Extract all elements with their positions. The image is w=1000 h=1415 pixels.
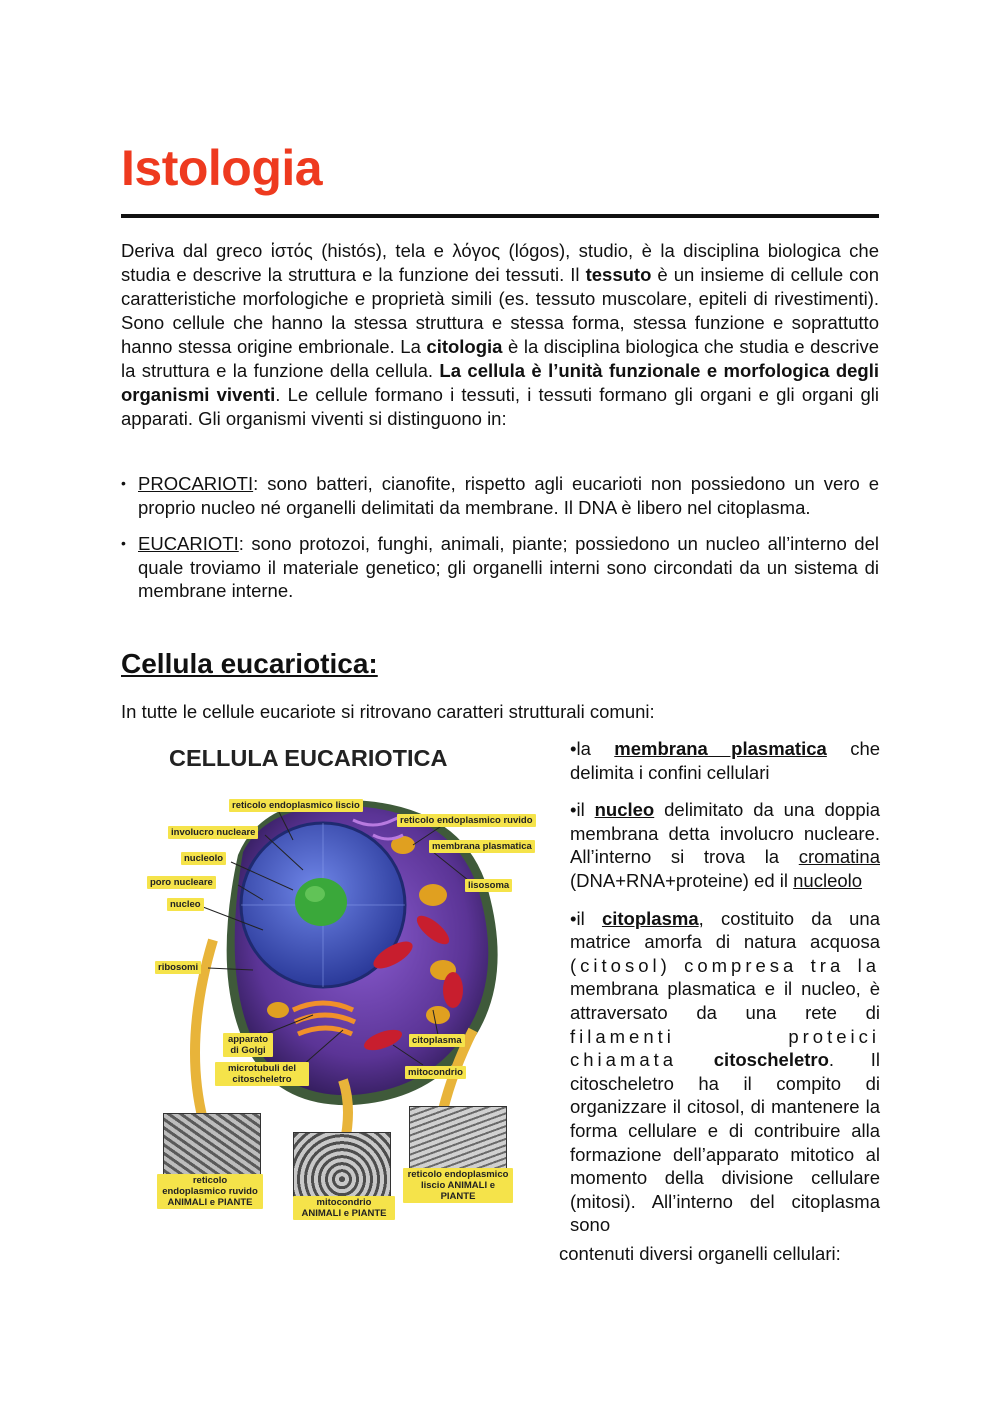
cell-components-list xyxy=(570,737,880,1251)
component-text-spread: filamenti proteici chiamata xyxy=(570,1025,880,1071)
label-micro-rel: reticolo endoplasmico liscio ANIMALI e PIANTE xyxy=(403,1168,513,1203)
component-membrana xyxy=(570,737,880,784)
term-citologia: citologia xyxy=(426,336,503,357)
label-micro-mitocondrio: mitocondrio ANIMALI e PIANTE xyxy=(293,1196,395,1220)
figure-title: CELLULA EUCARIOTICA xyxy=(169,745,448,771)
intro-text-2: è un insieme di cellule con caratteristiche morfologiche e proprietà simili (es. tessuto muscolare, epiteli di rivestimenti). Sono cellule che hanno la stessa struttura e stessa forma, stessa funzione e soprattutto hanno stessa origine embrionale. La xyxy=(121,264,879,357)
bullet: • xyxy=(121,535,126,551)
label-mitocondrio: mitocondrio xyxy=(405,1066,466,1079)
component-citoplasma xyxy=(570,907,880,1237)
label-poro: poro nucleare xyxy=(147,876,216,889)
eucarioti-text: : sono protozoi, funghi, animali, piante; possiedono un nucleo all’interno del quale troviamo il materiale genetico; gli organelli interni sono circondati da un sistema di membrane interne. xyxy=(138,533,879,601)
label-involucro: involucro nucleare xyxy=(168,826,258,839)
tail-line: contenuti diversi organelli cellulari: xyxy=(559,1243,841,1264)
procarioti-text: : sono batteri, cianofite, rispetto agli eucarioti non possiedono un vero e proprio nucleo né organelli delimitati da membrane. Il DNA è libero nel citoplasma. xyxy=(138,473,879,518)
label-lisosoma: lisosoma xyxy=(465,879,512,892)
list-item-eucarioti xyxy=(121,532,879,603)
component-text: , costituito da una matrice amorfa di natura acquosa xyxy=(570,907,880,953)
component-text: membrana plasmatica e il nucleo, è attraversato da una rete di xyxy=(570,978,880,1023)
component-prefix: •la xyxy=(570,738,615,759)
section-heading: Cellula eucariotica: xyxy=(121,648,378,679)
component-text: che delimita i confini cellulari xyxy=(570,738,881,783)
intro-text-4: . Le cellule formano i tessuti, i tessuti formano gli organi e gli organi gli apparati. Gli organismi viventi si distinguono in: xyxy=(121,384,880,429)
label-nucleolo: nucleolo xyxy=(181,852,226,865)
component-nucleo xyxy=(570,798,880,892)
term-citoscheletro: citoscheletro xyxy=(713,1049,829,1071)
label-citoplasma: citoplasma xyxy=(409,1034,465,1047)
organism-types-list xyxy=(121,472,879,616)
component-prefix: •il xyxy=(570,799,595,821)
label-membrana: membrana plasmatica xyxy=(429,840,535,853)
term-eucarioti: EUCARIOTI xyxy=(138,533,239,554)
term-tessuto: tessuto xyxy=(585,264,652,285)
term-nucleolo: nucleolo xyxy=(793,869,863,891)
intro-text-1: Deriva dal greco ἱστός (histós), tela e λόγος (lógos), studio, è la disciplina biologica che studia e descrive la struttura e la funzione dei tessuti. Il xyxy=(121,240,879,285)
term-cromatina: cromatina xyxy=(798,846,880,868)
list-item-procarioti xyxy=(121,472,879,519)
bullet: • xyxy=(121,475,126,491)
component-text: delimitato da una doppia membrana detta involucro nucleare. All’interno si trova la xyxy=(570,799,881,868)
title-divider xyxy=(121,214,879,218)
section-intro: In tutte le cellule eucariote si ritrovano caratteri strutturali comuni: xyxy=(121,701,655,722)
term-nucleo: nucleo xyxy=(594,799,655,821)
label-rel: reticolo endoplasmico liscio xyxy=(229,799,363,812)
component-prefix: •il xyxy=(570,907,602,929)
label-golgi: apparato di Golgi xyxy=(223,1033,273,1057)
intro-text-3: è la disciplina biologica che studia e descrive la struttura e la funzione della cellula. xyxy=(121,336,879,381)
component-text: . Il citoscheletro ha il compito di organizzare il citosol, di mantenere la forma cellulare e di contribuire alla formazione dell’apparato mitotico al momento della divisione cellulare (mitosi). All’interno del citoplasma sono xyxy=(570,1049,880,1236)
label-micro-rer: reticolo endoplasmico ruvido ANIMALI e PIANTE xyxy=(157,1174,263,1209)
page-title: Istologia xyxy=(121,140,323,196)
term-membrana-plasmatica: membrana plasmatica xyxy=(614,738,827,759)
label-rer: reticolo endoplasmico ruvido xyxy=(397,814,536,827)
term-citoplasma: citoplasma xyxy=(601,907,699,929)
cell-definition: La cellula è l’unità funzionale e morfologica degli organismi viventi xyxy=(121,360,880,405)
eukaryotic-cell-figure xyxy=(143,740,543,1230)
component-text: (DNA+RNA+proteine) ed il xyxy=(570,869,794,891)
label-nucleo: nucleo xyxy=(167,898,204,911)
label-microtubuli: microtubuli del citoscheletro xyxy=(215,1062,309,1086)
component-text-spread: (citosol) compresa tra la xyxy=(570,954,880,976)
label-ribosomi: ribosomi xyxy=(155,961,201,974)
intro-paragraph xyxy=(121,239,879,431)
term-procarioti: PROCARIOTI xyxy=(138,473,254,494)
nucleolus-shape xyxy=(295,878,347,926)
